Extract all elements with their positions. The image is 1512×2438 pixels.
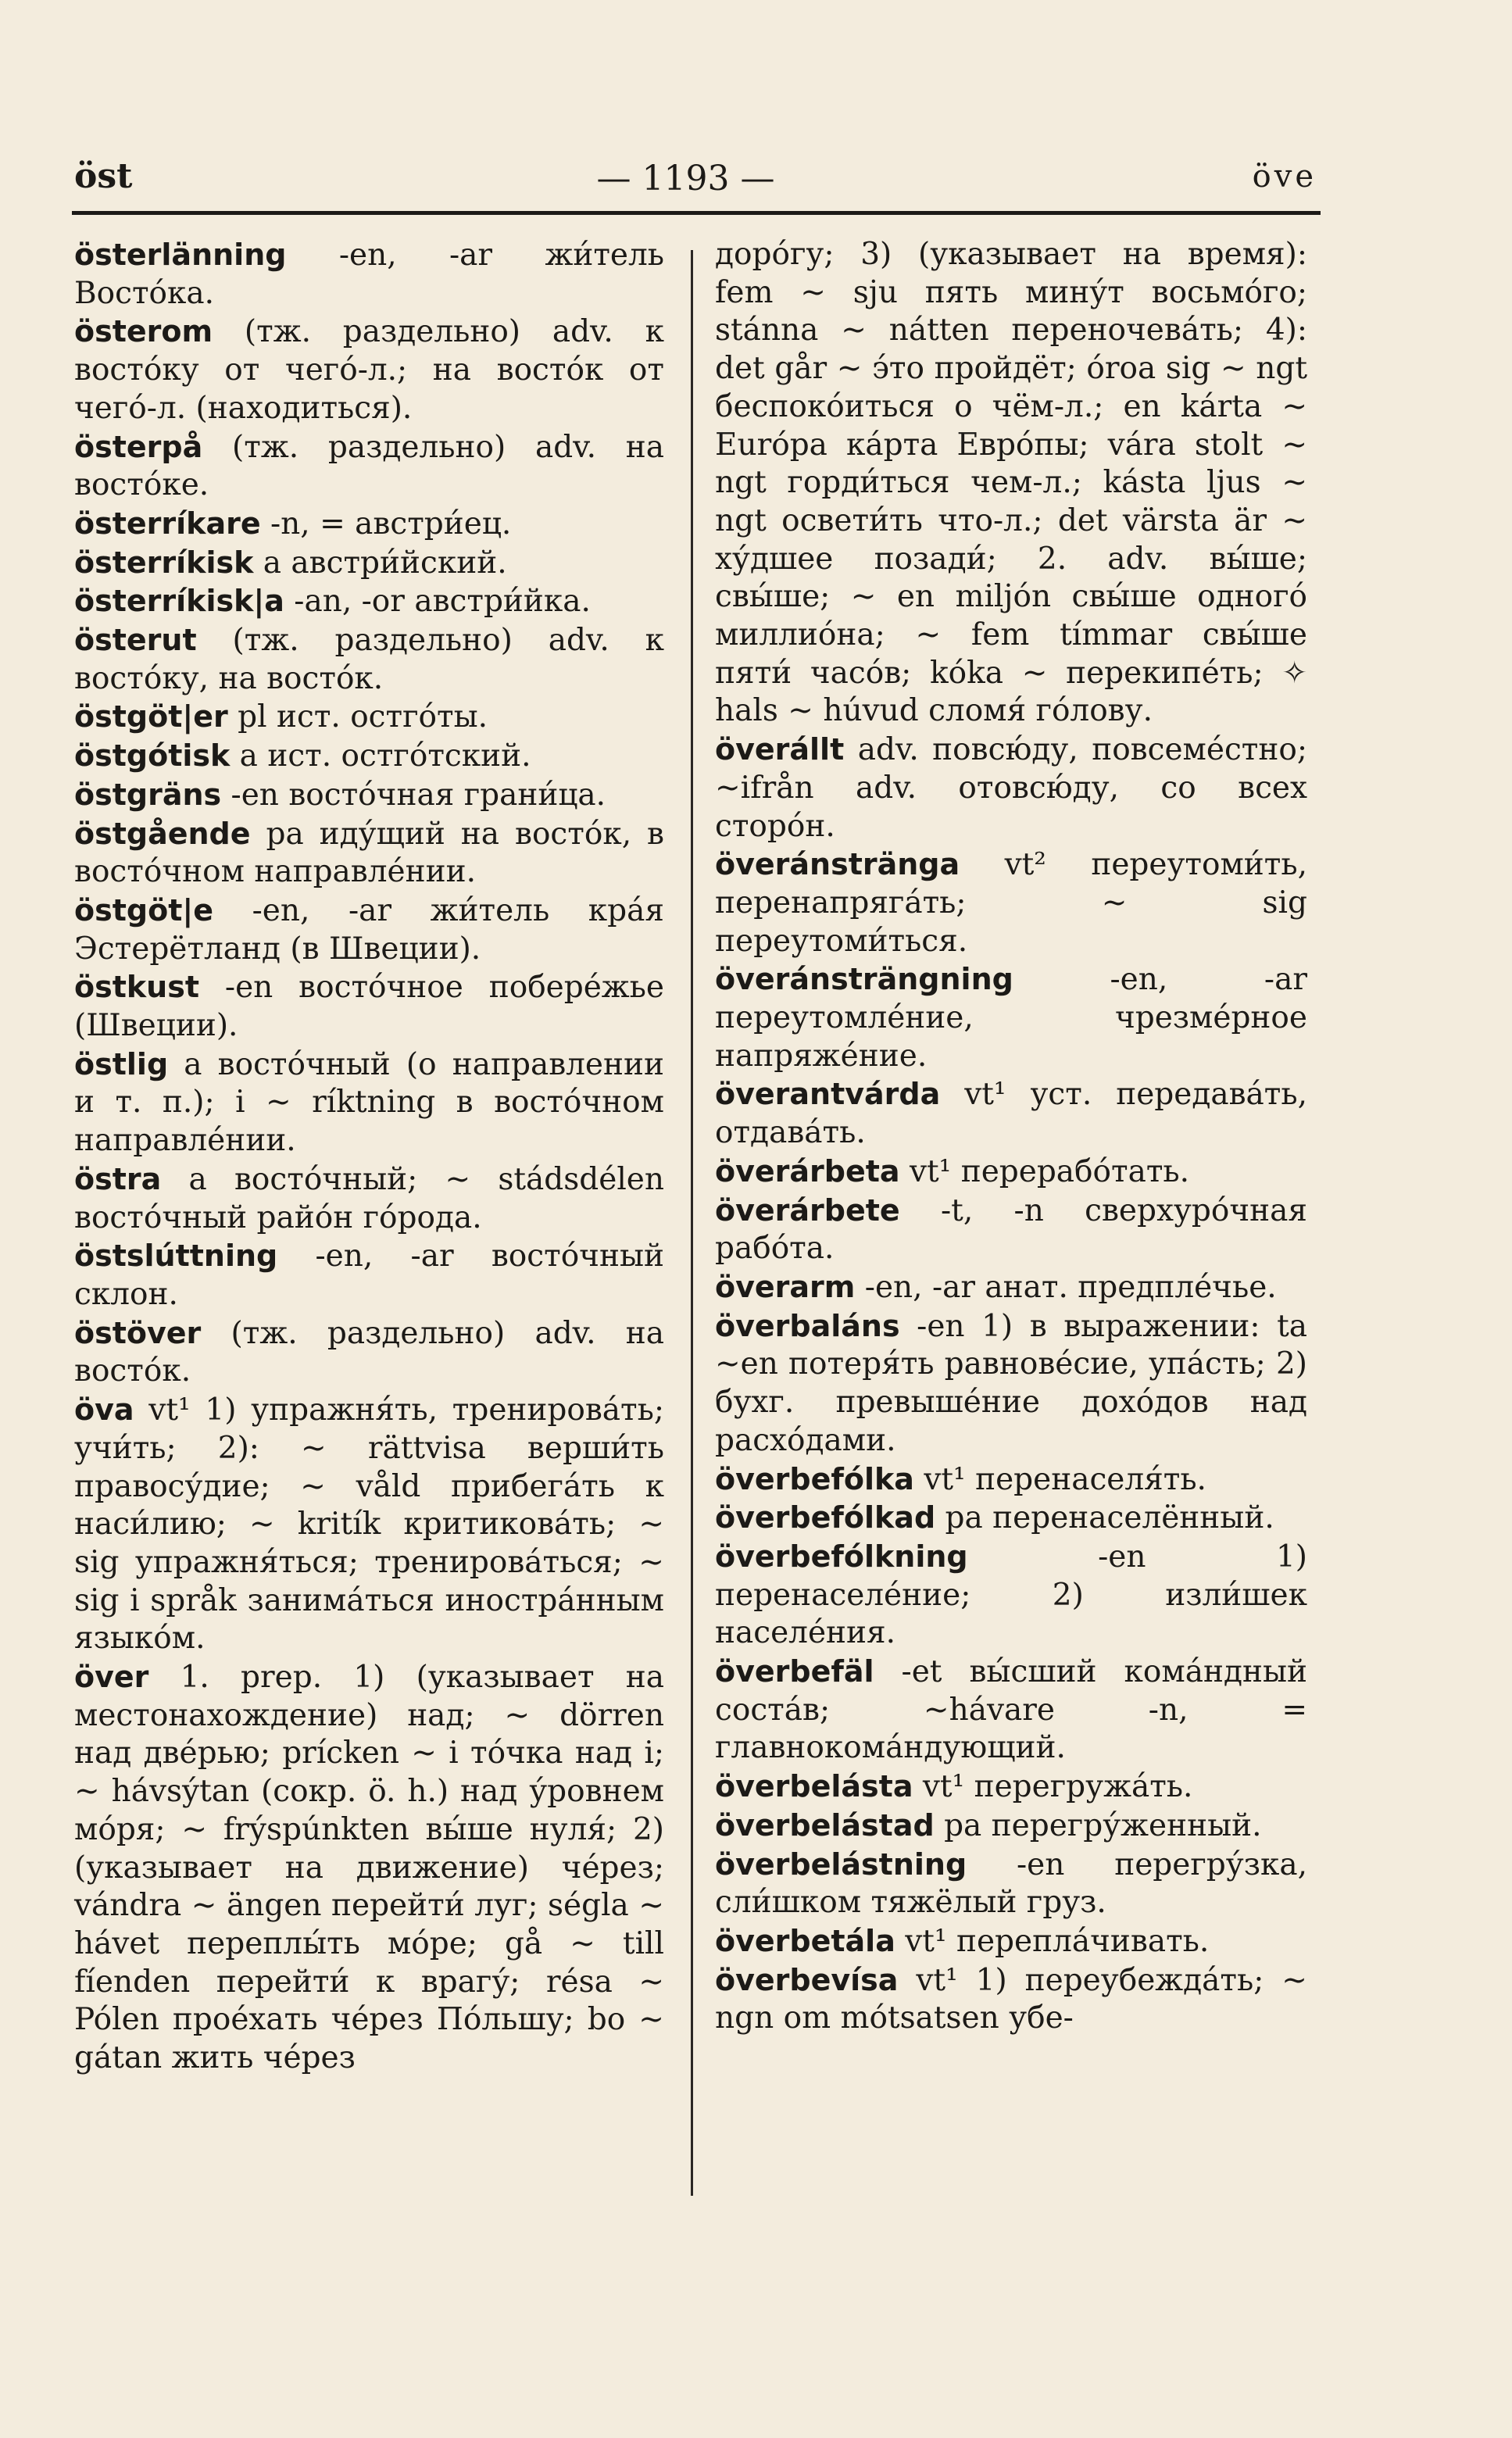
entry-definition: pa иду́щий на восто́к, в восто́чном направле́нии.: [74, 816, 664, 890]
entry-definition: a ист. остго́тский.: [230, 738, 531, 774]
entry-definition: a восто́чный (о направлении и т. п.); i ~ ríktning в восто́чном направле́нии.: [74, 1046, 664, 1159]
dictionary-entry: [74, 737, 664, 776]
dictionary-entry: [715, 1961, 1307, 2038]
dictionary-entry: [74, 968, 664, 1045]
entry-definition: -en восто́чная грани́ца.: [221, 777, 606, 813]
entry-definition: (тж. раздельно) adv. к восто́ку, на восто́к.: [74, 623, 664, 696]
entry-definition: vt¹ перенаселя́ть.: [913, 1461, 1206, 1497]
entry-headword: österríkare: [74, 506, 261, 541]
entry-definition: -en, -ar жи́тель Восто́ка.: [74, 238, 664, 311]
entry-definition: -t, -n сверхуро́чная рабо́та.: [715, 1192, 1307, 1267]
entry-definition: adv. повсю́ду, повсеме́стно; ~ifrån adv. отовсю́ду, со всех сторо́н.: [715, 732, 1307, 844]
entry-definition: vt² переутоми́ть, перенапряга́ть; ~ sig переутоми́ться.: [715, 847, 1307, 959]
entry-headword: österlänning: [74, 238, 287, 272]
entry-headword: östlig: [74, 1046, 169, 1081]
entry-headword: överbefólkning: [715, 1539, 968, 1574]
entry-headword: östöver: [74, 1315, 202, 1350]
entry-headword: överbelástning: [715, 1846, 967, 1882]
dictionary-entry: [715, 1653, 1307, 1768]
page-number: — 1193 —: [596, 159, 775, 198]
entry-definition: vt¹ перегружа́ть.: [913, 1769, 1193, 1805]
entry-definition: -en перегру́зка, сли́шком тяжёлый груз.: [715, 1846, 1307, 1921]
dictionary-entry: [715, 1153, 1307, 1192]
entry-headword: österríkisk|a: [74, 584, 284, 619]
dictionary-entry: [74, 776, 664, 815]
dictionary-entry: [715, 1768, 1307, 1807]
entry-headword: österom: [74, 314, 213, 349]
column-divider: [691, 250, 693, 2196]
entry-definition: vt¹ 1) переубежда́ть; ~ ngn om mótsatsen убе-: [715, 1962, 1307, 2036]
entry-headword: överantvárda: [715, 1077, 941, 1112]
entry-headword: överbelástad: [715, 1807, 935, 1843]
entry-definition: vt¹ перепла́чивать.: [895, 1923, 1210, 1959]
entry-definition: -n, = австри́ец.: [260, 506, 512, 542]
header-right-guide-word: öve: [1252, 159, 1317, 195]
dictionary-entry: [715, 1846, 1307, 1922]
entry-headword: överbefólka: [715, 1461, 914, 1496]
entry-headword: österpå: [74, 429, 203, 464]
entry-definition: vt¹ уст. передава́ть, отдава́ть.: [715, 1077, 1307, 1151]
entry-definition: vt¹ перерабо́тать.: [899, 1153, 1190, 1189]
entry-headword: överbetála: [715, 1923, 895, 1958]
entry-headword: överbefólkad: [715, 1500, 936, 1535]
entry-headword: överbaláns: [715, 1308, 900, 1343]
dictionary-entry: [74, 1160, 664, 1237]
entry-headword: överbefäl: [715, 1654, 874, 1689]
dictionary-entry: [74, 621, 664, 698]
dictionary-entry: [715, 1307, 1307, 1460]
dictionary-entry: [715, 1460, 1307, 1500]
entry-definition: 1. prep. 1) (указывает на местонахождение) над; ~ dörren над две́рью; prícken ~ i то́чка над i; ~ hávsýtan (сокр. ö. h.) над у́ровнем мо́ря; ~ frýspúnkten вы́ше нуля́; 2) (указывает на движение) че́рез; vándra ~ ängen перейти́ луг; ségla ~ hávet переплы́ть мо́ре; gå ~ till fíenden перейти́ к врагу́; résa ~ Pólen прое́хать че́рез По́льшу; bo ~ gátan жить че́рез: [74, 1660, 664, 2076]
entry-definition: -an, -or австри́йка.: [284, 584, 591, 620]
entry-definition: pa перегру́женный.: [934, 1807, 1262, 1843]
entry-headword: över: [74, 1660, 149, 1695]
dictionary-entry: [715, 845, 1307, 960]
entry-definition: pl ист. остго́ты.: [227, 699, 488, 735]
header-left-guide-word: öst: [74, 156, 133, 196]
entry-definition: a восто́чный; ~ stádsdélen восто́чный райо́н го́рода.: [74, 1161, 664, 1235]
entry-headword: öva: [74, 1392, 134, 1428]
entry-headword: överbevísa: [715, 1962, 899, 1997]
entry-headword: överállt: [715, 732, 845, 767]
entry-definition: a австри́йский.: [253, 545, 507, 581]
entry-headword: överarm: [715, 1269, 856, 1304]
dictionary-entry: [715, 1538, 1307, 1653]
dictionary-entry: [74, 1391, 664, 1658]
entry-headword: östslúttning: [74, 1239, 278, 1274]
dictionary-entry: [715, 960, 1307, 1075]
entry-headword: östra: [74, 1161, 162, 1196]
dictionary-entry: [715, 1499, 1307, 1538]
entry-definition: -en, -ar переутомле́ние, чрезме́рное напряже́ние.: [715, 962, 1307, 1074]
entry-headword: österut: [74, 623, 197, 658]
dictionary-entry: [715, 1922, 1307, 1961]
dictionary-entry: [715, 236, 1307, 731]
dictionary-entry: [74, 236, 664, 313]
entry-headword: östgående: [74, 816, 251, 851]
dictionary-entry: [74, 1314, 664, 1391]
entry-definition: -en 1) перенаселе́ние; 2) изли́шек населе́ния.: [715, 1539, 1307, 1651]
left-column: [74, 236, 664, 2078]
entry-headword: överárbeta: [715, 1153, 900, 1189]
header-rule: [72, 211, 1321, 215]
entry-definition: (тж. раздельно) adv. на восто́к.: [74, 1315, 664, 1389]
entry-definition: доро́гу; 3) (указывает на время): fem ~ sju пять мину́т восьмо́го; stánna ~ nátten переночева́ть; 4): det går ~ э́то пройдёт; óroa sig ~ ngt беспоко́иться о чём-л.; en kárta ~ Európa ка́рта Евро́пы; vára stolt ~ ngt горди́ться чем-л.; kásta ljus ~ ngt освети́ть что-л.; det värsta är ~ ху́дшее позади́; 2. adv. вы́ше; свы́ше; ~ en miljón свы́ше одного́ миллио́на; ~ fem tímmar свы́ше пяти́ часо́в; kóka ~ перекипе́ть; ✧ hals ~ húvud сломя́ го́лову.: [715, 237, 1307, 729]
dictionary-entry: [715, 731, 1307, 845]
dictionary-entry: [74, 1658, 664, 2078]
right-column: [715, 236, 1307, 2038]
entry-definition: vt¹ 1) упражня́ть, тренирова́ть; учи́ть; 2): ~ rättvisa верши́ть правосу́дие; ~ våld прибега́ть к наси́лию; ~ kritík критикова́ть; ~ sig упражня́ться; тренирова́ться; ~ sig i språk занима́ться иностра́нным языко́м.: [74, 1392, 664, 1657]
dictionary-entry: [74, 698, 664, 737]
entry-headword: östgótisk: [74, 738, 231, 774]
dictionary-entry: [74, 1046, 664, 1160]
entry-headword: österríkisk: [74, 545, 254, 580]
entry-headword: överárbete: [715, 1192, 900, 1228]
dictionary-entry: [715, 1192, 1307, 1268]
entry-headword: överánsträngning: [715, 962, 1013, 997]
entry-definition: pa перенаселённый.: [935, 1500, 1274, 1536]
entry-headword: östgöt|er: [74, 699, 228, 735]
entry-definition: -en, -ar жи́тель кра́я Эстерётланд (в Швеции).: [74, 892, 664, 967]
entry-definition: -en восто́чное побере́жье (Швеции).: [74, 970, 664, 1044]
page-header: [55, 152, 1317, 207]
entry-headword: östgräns: [74, 777, 222, 812]
dictionary-entry: [74, 582, 664, 621]
entry-headword: östgöt|e: [74, 892, 214, 928]
dictionary-entry: [74, 313, 664, 427]
entry-definition: (тж. раздельно) adv. на восто́ке.: [74, 429, 664, 503]
entry-definition: -et вы́сший кома́ндный соста́в; ~hávare -n, = главнокома́ндующий.: [715, 1654, 1307, 1766]
entry-headword: överánstränga: [715, 847, 960, 882]
dictionary-entry: [74, 505, 664, 544]
entry-definition: (тж. раздельно) adv. к восто́ку от чего́-л.; на восто́к от чего́-л. (находиться).: [74, 314, 664, 426]
dictionary-entry: [74, 892, 664, 968]
entry-definition: -en, -ar восто́чный склон.: [74, 1239, 664, 1312]
dictionary-entry: [74, 815, 664, 892]
dictionary-entry: [715, 1075, 1307, 1152]
entry-definition: -en, -ar анат. предпле́чье.: [855, 1269, 1277, 1305]
dictionary-entry: [74, 428, 664, 505]
dictionary-entry: [74, 544, 664, 583]
entry-headword: östkust: [74, 970, 199, 1005]
dictionary-entry: [74, 1237, 664, 1314]
dictionary-entry: [715, 1807, 1307, 1846]
entry-definition: -en 1) в выражении: ta ~en потеря́ть равнове́сие, упа́сть; 2) бухг. превыше́ние дохо́дов над расхо́дами.: [715, 1308, 1307, 1458]
entry-headword: överbelásta: [715, 1769, 913, 1804]
dictionary-entry: [715, 1268, 1307, 1307]
